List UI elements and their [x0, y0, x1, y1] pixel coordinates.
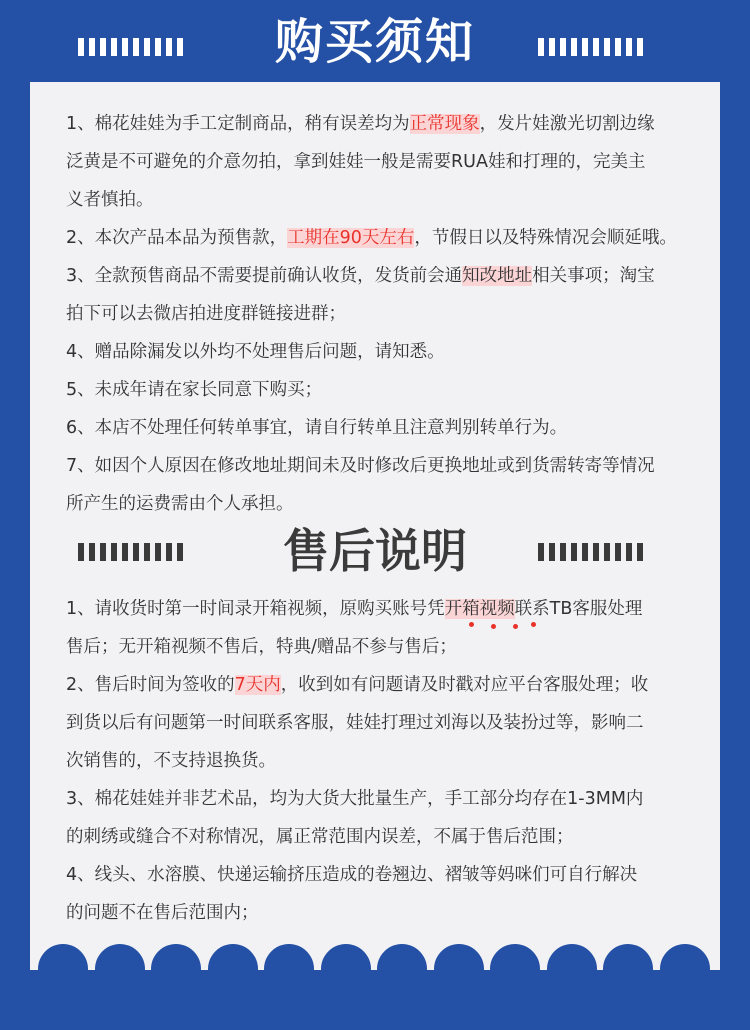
note-text: 泛黄是不可避免的介意勿拍，拿到娃娃一般是需要RUA娃和打理的，完美主	[66, 152, 646, 172]
note-line	[66, 742, 716, 780]
note-text: ，节假日以及特殊情况会顺延哦。	[414, 228, 677, 248]
note-line	[66, 371, 716, 409]
note-text: 联系TB客服处理	[514, 599, 643, 619]
page-title: 购买须知	[274, 14, 475, 70]
note-text: 4、线头、水溶膜、快递运输挤压造成的卷翘边、褶皱等妈咪们可自行解决	[66, 865, 638, 885]
note-text: ，收到如有问题请及时戳对应平台客服处理；收	[280, 675, 649, 695]
note-text: 3、全款预售商品不需要提前确认收货，发货前会通	[66, 266, 463, 286]
note-text: 售后；无开箱视频不售后，特典/赠品不参与售后；	[66, 637, 457, 657]
note-text: 到货以后有问题第一时间联系客服，娃娃打理过刘海以及装扮过等，影响二	[66, 713, 644, 733]
highlight-text: 工期在90天左右	[287, 228, 415, 248]
note-line	[66, 485, 716, 523]
note-text: 次销售的，不支持退换货。	[66, 751, 276, 771]
note-line	[66, 219, 716, 257]
note-text: 6、本店不处理任何转单事宜，请自行转单且注意判别转单行为。	[66, 418, 568, 438]
note-line	[66, 590, 716, 628]
highlight-text: 7天内	[234, 675, 281, 695]
note-line	[66, 447, 716, 485]
note-line	[66, 181, 716, 219]
note-text: 3、棉花娃娃并非艺术品，均为大货大批量生产，手工部分均存在1-3MM内	[66, 789, 644, 809]
note-line	[66, 333, 716, 371]
note-line	[66, 628, 716, 666]
note-text: 的刺绣或缝合不对称情况，属正常范围内误差，不属于售后范围；	[66, 827, 574, 847]
note-line	[66, 894, 716, 932]
note-text: 5、未成年请在家长同意下购买；	[66, 380, 323, 400]
after-sale-notes	[66, 590, 716, 932]
note-text: ，发片娃激光切割边缘	[479, 114, 655, 134]
note-text: 的问题不在售后范围内；	[66, 903, 259, 923]
highlight-text: 正常现象	[409, 114, 480, 134]
note-line	[66, 295, 716, 333]
note-line	[66, 257, 716, 295]
note-text: 2、售后时间为签收的	[66, 675, 235, 695]
after-sale-title: 售后说明	[283, 524, 467, 578]
note-text: 1、棉花娃娃为手工定制商品，稍有误差均为	[66, 114, 410, 134]
note-text: 1、请收货时第一时间录开箱视频，原购买账号凭	[66, 599, 445, 619]
note-line	[66, 666, 716, 704]
note-line	[66, 780, 716, 818]
highlight-text: 开箱视频	[444, 599, 515, 619]
note-line	[66, 818, 716, 856]
note-text: 所产生的运费需由个人承担。	[66, 494, 294, 514]
note-line	[66, 409, 716, 447]
note-text: 7、如因个人原因在修改地址期间未及时修改后更换地址或到货需转寄等情况	[66, 456, 655, 476]
bottom-border	[0, 970, 750, 1030]
note-text: 相关事项；淘宝	[532, 266, 655, 286]
note-line	[66, 704, 716, 742]
purchase-notes	[66, 105, 716, 523]
highlight-text: 知改地址	[462, 266, 533, 286]
note-text: 义者慎拍。	[66, 190, 154, 210]
note-line	[66, 105, 716, 143]
note-line	[66, 856, 716, 894]
note-line	[66, 143, 716, 181]
note-text: 2、本次产品本品为预售款，	[66, 228, 288, 248]
note-text: 拍下可以去微店拍进度群链接进群；	[66, 304, 346, 324]
note-text: 4、赠品除漏发以外均不处理售后问题，请知悉。	[66, 342, 445, 362]
